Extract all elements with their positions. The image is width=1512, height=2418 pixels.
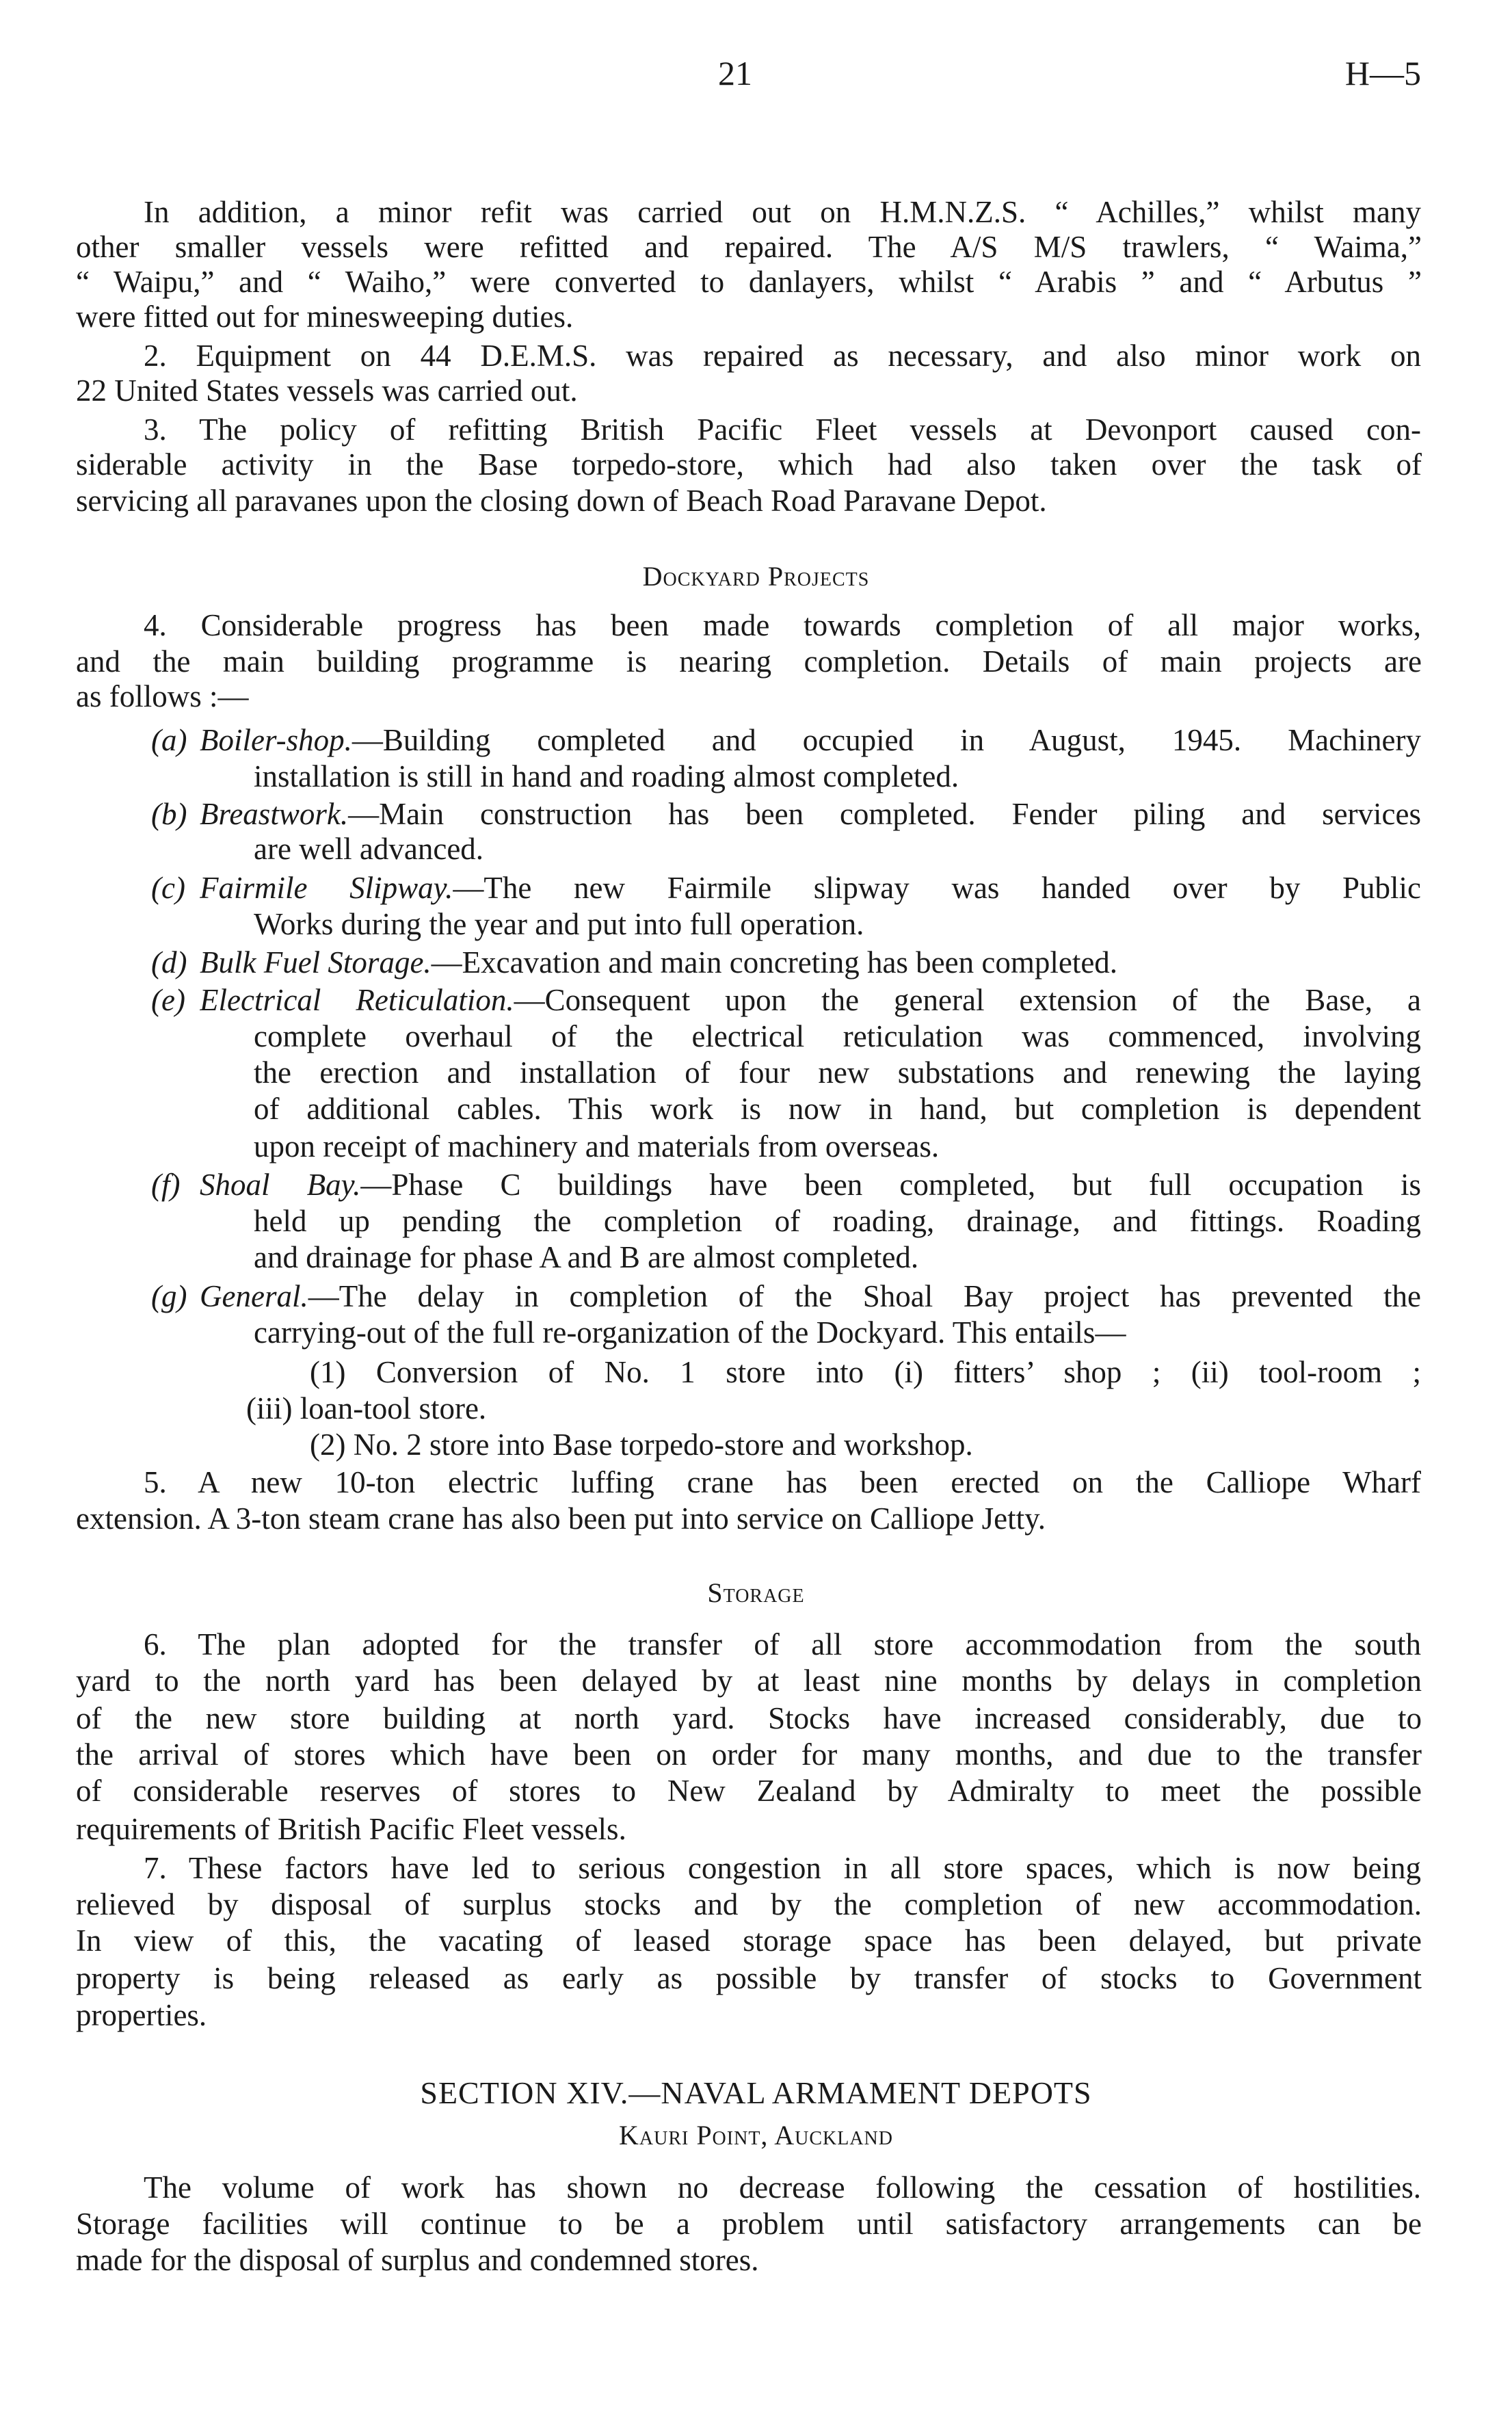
item-label: (c) bbox=[151, 871, 185, 905]
line-text: made for the disposal of surplus and condemned stores. bbox=[76, 2243, 759, 2277]
line-text: property is being released as early as possible by transfer of stocks to Government bbox=[76, 1961, 1422, 1995]
item-label: (d) bbox=[151, 945, 187, 980]
item-title: Breastwork. bbox=[200, 797, 349, 831]
item-label: (a) bbox=[151, 723, 187, 757]
text-line bbox=[76, 482, 1047, 519]
line-text: siderable activity in the Base torpedo-store, which had also taken over the task of bbox=[76, 447, 1422, 482]
line-text: (iii) loan-tool store. bbox=[246, 1391, 487, 1425]
line-text: —Phase C buildings have been completed, but full occupation is bbox=[360, 1168, 1421, 1202]
text-line bbox=[200, 722, 1421, 759]
text-line bbox=[144, 1850, 1421, 1887]
text-line bbox=[200, 1278, 1421, 1315]
line-text: “ Waipu,” and “ Waiho,” were converted to danlayers, whilst “ Arabis ” and “ Arbutus ” bbox=[76, 265, 1422, 299]
line-text: Works during the year and put into full operation. bbox=[254, 907, 864, 941]
text-line bbox=[76, 298, 573, 335]
text-line bbox=[254, 1314, 1126, 1351]
line-text: —Consequent upon the general extension of the Base, a bbox=[514, 983, 1421, 1017]
document-reference: H—5 bbox=[1344, 54, 1421, 92]
section-heading bbox=[0, 2075, 1512, 2112]
text-line bbox=[76, 372, 578, 409]
text-line bbox=[144, 194, 1421, 231]
text-line bbox=[76, 1960, 1422, 1997]
text-line bbox=[76, 263, 1422, 300]
text-line bbox=[200, 944, 1117, 981]
text-line bbox=[200, 796, 1421, 832]
line-text: 22 United States vessels was carried out. bbox=[76, 373, 578, 408]
line-text: carrying-out of the full re-organization of the Dockyard. This entails— bbox=[254, 1315, 1126, 1350]
text-line bbox=[254, 1018, 1421, 1055]
line-text: 6. The plan adopted for the transfer of all store accommodation from the south bbox=[144, 1627, 1421, 1661]
line-text: In addition, a minor refit was carried out on H.M.N.Z.S. “ Achilles,” whilst many bbox=[144, 195, 1421, 229]
line-text: Storage bbox=[707, 1577, 805, 1608]
line-text: —Building completed and occupied in August, 1945. Machinery bbox=[352, 723, 1421, 757]
line-text: and the main building programme is nearing completion. Details of main projects are bbox=[76, 644, 1422, 679]
line-text: of additional cables. This work is now in hand, but completion is dependent bbox=[254, 1092, 1421, 1126]
item-label: (g) bbox=[151, 1279, 187, 1313]
line-text: The volume of work has shown no decrease following the cessation of hostilities. bbox=[144, 2170, 1421, 2205]
line-text: installation is still in hand and roading almost completed. bbox=[254, 759, 959, 793]
line-text: were fitted out for minesweeping duties. bbox=[76, 300, 574, 334]
text-line bbox=[144, 607, 1421, 644]
text-line bbox=[254, 1128, 939, 1165]
item-label: (f) bbox=[151, 1168, 181, 1202]
text-line bbox=[76, 1811, 626, 1848]
line-text: —The new Fairmile slipway was handed over by Public bbox=[453, 871, 1421, 905]
line-text: requirements of British Pacific Fleet vessels. bbox=[76, 1812, 626, 1846]
text-line bbox=[254, 1054, 1421, 1091]
text-line bbox=[310, 1426, 973, 1463]
text-line bbox=[76, 1997, 207, 2034]
text-line bbox=[76, 2242, 759, 2278]
item-title: Electrical Reticulation. bbox=[200, 983, 514, 1017]
text-line bbox=[200, 869, 1421, 906]
line-text: servicing all paravanes upon the closing down of Beach Road Paravane Depot. bbox=[76, 484, 1047, 518]
text-line bbox=[144, 411, 1421, 448]
text-line bbox=[200, 1166, 1421, 1203]
text-line bbox=[254, 830, 483, 867]
text-line bbox=[76, 1500, 1046, 1537]
line-text: upon receipt of machinery and materials from overseas. bbox=[254, 1129, 940, 1164]
text-line bbox=[310, 1354, 1421, 1391]
item-label: (e) bbox=[151, 983, 185, 1017]
line-text: Kauri Point, Auckland bbox=[618, 2120, 893, 2151]
line-text: of considerable reserves of stores to New Zealand by Admiralty to meet the possible bbox=[76, 1774, 1422, 1808]
line-text: yard to the north yard has been delayed by at least nine months by delays in completion bbox=[76, 1664, 1422, 1698]
text-line bbox=[254, 758, 959, 795]
text-line bbox=[254, 1239, 918, 1276]
section-heading bbox=[0, 2117, 1512, 2154]
line-text: complete overhaul of the electrical reticulation was commenced, involving bbox=[254, 1019, 1421, 1053]
line-text: 3. The policy of refitting British Pacific Fleet vessels at Devonport caused con- bbox=[144, 412, 1421, 447]
item-title: Bulk Fuel Storage. bbox=[200, 945, 432, 980]
line-text: 5. A new 10-ton electric luffing crane has been erected on the Calliope Wharf bbox=[144, 1465, 1421, 1499]
line-text: (2) No. 2 store into Base torpedo-store and workshop. bbox=[310, 1428, 973, 1462]
line-text: the arrival of stores which have been on order for many months, and due to the transfer bbox=[76, 1737, 1422, 1772]
line-text: of the new store building at north yard. Stocks have increased considerably, due to bbox=[76, 1701, 1422, 1735]
line-text: —Main construction has been completed. Fender piling and services bbox=[348, 797, 1421, 831]
text-line bbox=[254, 1203, 1421, 1239]
line-text: Dockyard Projects bbox=[642, 561, 870, 592]
text-line bbox=[76, 446, 1422, 483]
item-title: General. bbox=[200, 1279, 308, 1313]
text-line bbox=[144, 337, 1421, 374]
line-text: SECTION XIV.—NAVAL ARMAMENT DEPOTS bbox=[420, 2075, 1092, 2110]
item-title: Shoal Bay. bbox=[200, 1168, 361, 1202]
text-line bbox=[76, 1700, 1422, 1737]
line-text: and drainage for phase A and B are almost completed. bbox=[254, 1240, 919, 1274]
text-line bbox=[254, 1090, 1421, 1127]
line-text: the erection and installation of four new substations and renewing the laying bbox=[254, 1055, 1421, 1090]
item-title: Boiler-shop. bbox=[200, 723, 352, 757]
line-text: In view of this, the vacating of leased storage space has been delayed, but private bbox=[76, 1923, 1422, 1958]
text-line bbox=[254, 906, 864, 943]
page-number: 21 bbox=[718, 54, 752, 92]
line-text: properties. bbox=[76, 1998, 207, 2032]
text-line bbox=[144, 1464, 1421, 1501]
line-text: —Excavation and main concreting has been completed. bbox=[431, 945, 1118, 980]
line-text: 4. Considerable progress has been made towards completion of all major works, bbox=[144, 608, 1421, 642]
line-text: relieved by disposal of surplus stocks and by the completion of new accommodation. bbox=[76, 1887, 1422, 1921]
item-title: Fairmile Slipway. bbox=[200, 871, 453, 905]
text-line bbox=[76, 1736, 1422, 1773]
text-line bbox=[76, 1922, 1422, 1959]
text-line bbox=[246, 1390, 486, 1427]
line-text: as follows :— bbox=[76, 679, 249, 713]
line-text: —The delay in completion of the Shoal Bay project has prevented the bbox=[308, 1279, 1421, 1313]
text-line bbox=[76, 1662, 1422, 1699]
text-line bbox=[76, 2205, 1422, 2242]
line-text: held up pending the completion of roading, drainage, and fittings. Roading bbox=[254, 1204, 1421, 1238]
line-text: extension. A 3-ton steam crane has also been put into service on Calliope Jetty. bbox=[76, 1501, 1046, 1536]
section-heading bbox=[0, 558, 1512, 595]
line-text: 2. Equipment on 44 D.E.M.S. was repaired as necessary, and also minor work on bbox=[144, 339, 1421, 373]
section-heading bbox=[0, 1575, 1512, 1612]
line-text: Storage facilities will continue to be a problem until satisfactory arrangements can be bbox=[76, 2207, 1422, 2241]
text-line bbox=[76, 228, 1422, 265]
line-text: 7. These factors have led to serious congestion in all store spaces, which is now being bbox=[144, 1851, 1421, 1885]
line-text: are well advanced. bbox=[254, 832, 484, 866]
text-line bbox=[200, 982, 1421, 1019]
line-text: other smaller vessels were refitted and repaired. The A/S M/S trawlers, “ Waima,” bbox=[76, 230, 1422, 264]
text-line bbox=[76, 643, 1422, 680]
text-line bbox=[76, 1886, 1422, 1923]
line-text: (1) Conversion of No. 1 store into (i) fitters’ shop ; (ii) tool-room ; bbox=[310, 1355, 1421, 1389]
text-line bbox=[76, 678, 249, 715]
item-label: (b) bbox=[151, 797, 187, 831]
text-line bbox=[144, 2169, 1421, 2206]
text-line bbox=[76, 1772, 1422, 1809]
text-line bbox=[144, 1626, 1421, 1663]
